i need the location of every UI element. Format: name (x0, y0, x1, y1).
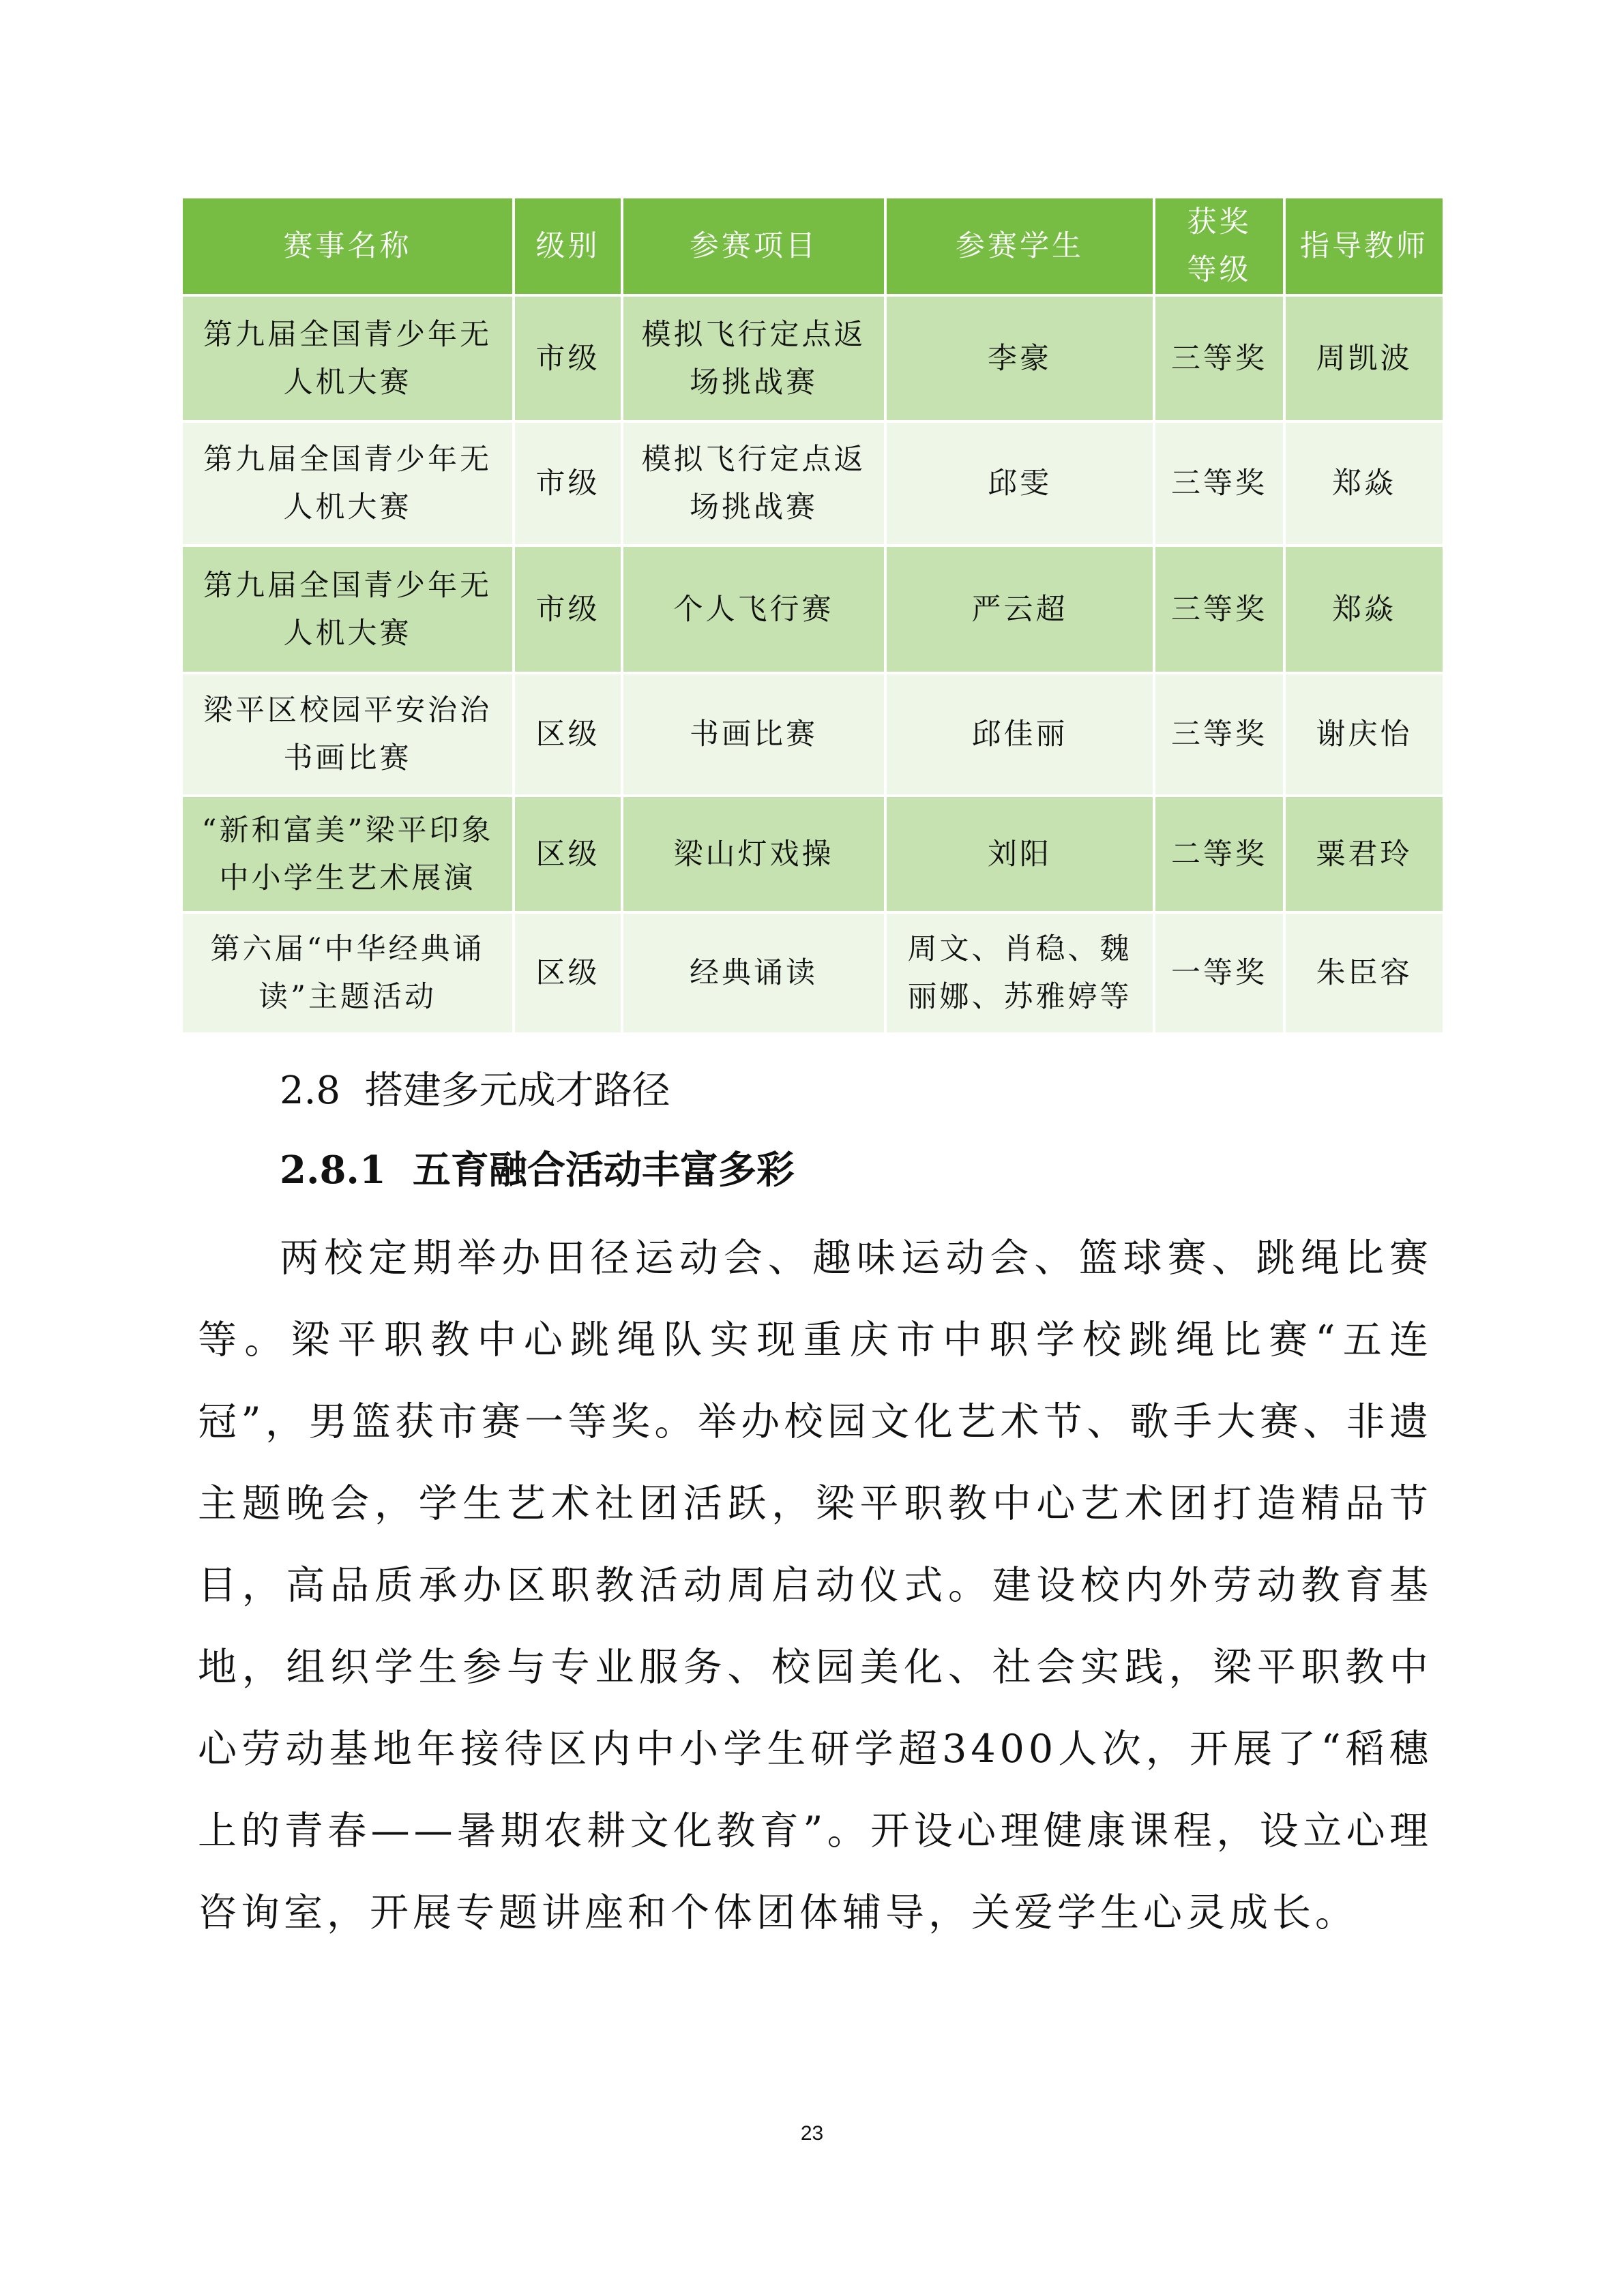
subsection-number: 2.8.1 (280, 1148, 386, 1193)
students-cell: 邱佳丽 (885, 673, 1154, 796)
students-cell: 周文、肖稳、魏丽娜、苏雅婷等 (885, 912, 1154, 1034)
item-cell: 个人飞行赛 (622, 546, 885, 673)
item-cell: 书画比赛 (622, 673, 885, 796)
table-row (181, 673, 1444, 796)
event-cell: 第九届全国青少年无人机大赛 (181, 295, 514, 421)
level-cell: 区级 (514, 796, 622, 912)
students-cell: 李豪 (885, 295, 1154, 421)
subsection-heading (280, 1140, 795, 1195)
awards-table (180, 196, 1445, 1035)
table-header-row (181, 197, 1444, 295)
teacher-cell: 郑焱 (1284, 421, 1444, 546)
award-cell: 三等奖 (1154, 295, 1284, 421)
level-cell: 市级 (514, 546, 622, 673)
teacher-cell: 郑焱 (1284, 546, 1444, 673)
teacher-cell: 粟君玲 (1284, 796, 1444, 912)
section-title: 搭建多元成才路径 (364, 1069, 670, 1113)
item-cell: 模拟飞行定点返场挑战赛 (622, 421, 885, 546)
section-heading (280, 1060, 670, 1115)
section-number: 2.8 (280, 1069, 341, 1113)
header-event: 赛事名称 (181, 197, 514, 295)
award-cell: 二等奖 (1154, 796, 1284, 912)
award-cell: 三等奖 (1154, 421, 1284, 546)
table-row (181, 421, 1444, 546)
level-cell: 区级 (514, 912, 622, 1034)
students-cell: 刘阳 (885, 796, 1154, 912)
level-cell: 区级 (514, 673, 622, 796)
event-cell: 第六届“中华经典诵读”主题活动 (181, 912, 514, 1034)
award-cell: 一等奖 (1154, 912, 1284, 1034)
students-cell: 严云超 (885, 546, 1154, 673)
table-row (181, 796, 1444, 912)
table-row (181, 912, 1444, 1034)
students-cell: 邱雯 (885, 421, 1154, 546)
header-students: 参赛学生 (885, 197, 1154, 295)
subsection-title: 五育融合活动丰富多彩 (412, 1148, 795, 1193)
award-cell: 三等奖 (1154, 673, 1284, 796)
level-cell: 市级 (514, 295, 622, 421)
item-cell: 梁山灯戏操 (622, 796, 885, 912)
teacher-cell: 周凯波 (1284, 295, 1444, 421)
header-teacher: 指导教师 (1284, 197, 1444, 295)
event-cell: 第九届全国青少年无人机大赛 (181, 421, 514, 546)
table-row (181, 295, 1444, 421)
item-cell: 经典诵读 (622, 912, 885, 1034)
award-cell: 三等奖 (1154, 546, 1284, 673)
teacher-cell: 谢庆怡 (1284, 673, 1444, 796)
teacher-cell: 朱臣容 (1284, 912, 1444, 1034)
event-cell: 第九届全国青少年无人机大赛 (181, 546, 514, 673)
level-cell: 市级 (514, 421, 622, 546)
body-paragraph: 两校定期举办田径运动会、趣味运动会、篮球赛、跳绳比赛等。梁平职教中心跳绳队实现重庆市中职学校跳绳比赛“五连冠”，男篮获市赛一等奖。举办校园文化艺术节、歌手大赛、非遗主题晚会，学生艺术社团活跃，梁平职教中心艺术团打造精品节目，高品质承办区职教活动周启动仪式。建设校内外劳动教育基地，组织学生参与专业服务、校园美化、社会实践，梁平职教中心劳动基地年接待区内中小学生研学超3400人次，开展了“稻穗上的青春——暑期农耕文化教育”。开设心理健康课程，设立心理咨询室，开展专题讲座和个体团体辅导，关爱学生心灵成长。 (198, 1236, 1432, 1935)
page-number: 23 (800, 2122, 824, 2145)
event-cell: “新和富美”梁平印象中小学生艺术展演 (181, 796, 514, 912)
table-row (181, 546, 1444, 673)
item-cell: 模拟飞行定点返场挑战赛 (622, 295, 885, 421)
event-cell: 梁平区校园平安治治书画比赛 (181, 673, 514, 796)
header-level: 级别 (514, 197, 622, 295)
header-item: 参赛项目 (622, 197, 885, 295)
header-award: 获奖等级 (1154, 197, 1284, 295)
